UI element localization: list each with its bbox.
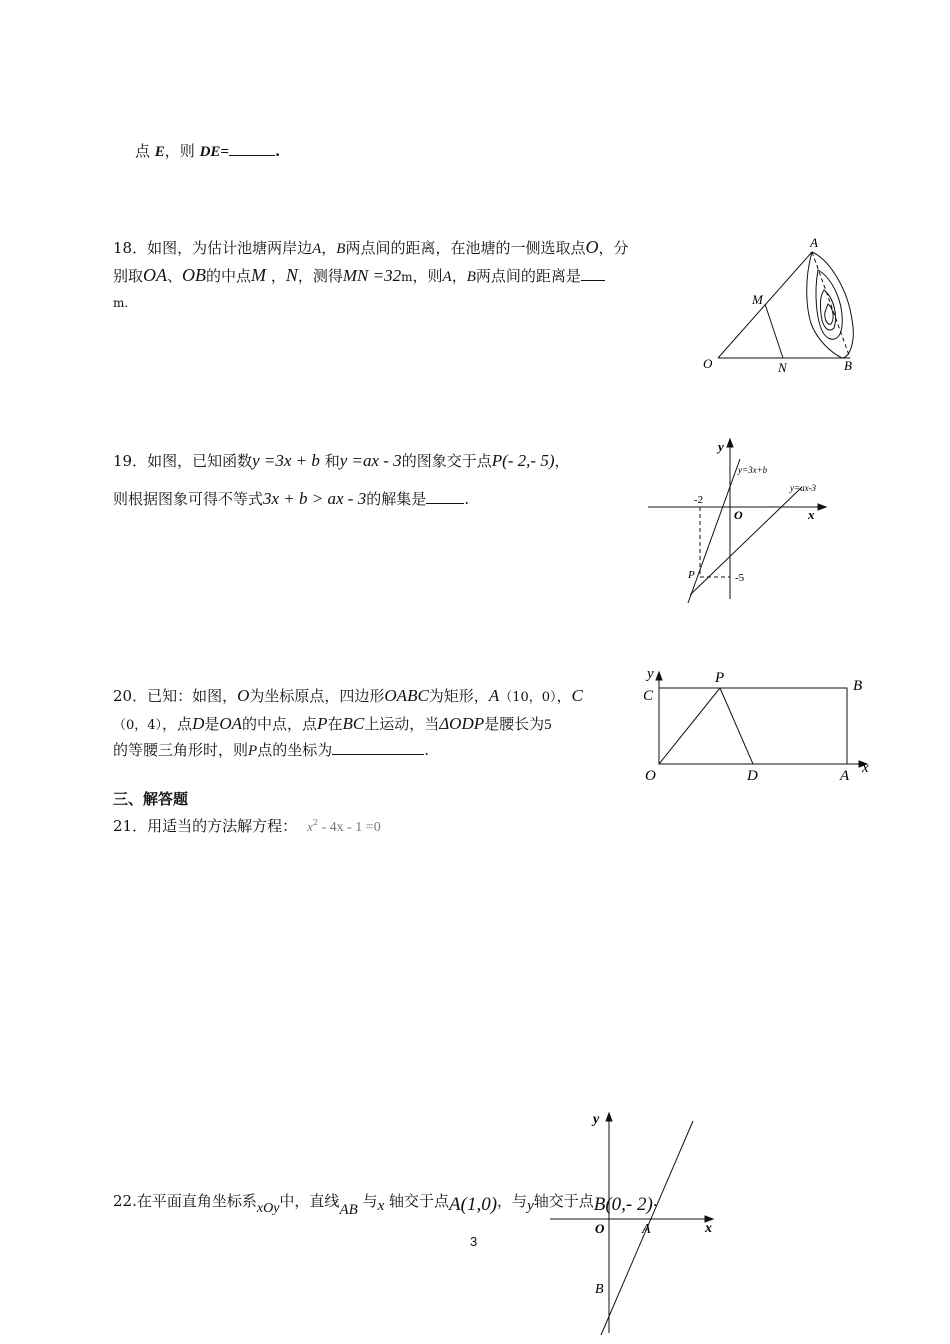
q17-answer-blank bbox=[229, 155, 275, 156]
section-heading: 三、解答题 bbox=[113, 790, 189, 808]
q22-text: . bbox=[652, 1192, 658, 1210]
q19-function-2: y =ax - 3 bbox=[339, 451, 402, 470]
q20-var: OA bbox=[219, 714, 243, 733]
q18-text: ，测得 bbox=[297, 267, 343, 285]
q18-var: O bbox=[585, 237, 599, 257]
q20-number: 20． bbox=[113, 687, 148, 705]
q22-text: 在平面直角坐标系 bbox=[136, 1192, 257, 1210]
q19-inequality: 3x + b > ax - 3 bbox=[263, 489, 367, 508]
line-y-3x-plus-b bbox=[688, 459, 740, 603]
label-y: y bbox=[593, 1112, 600, 1127]
label-O: O bbox=[595, 1221, 605, 1236]
q19-text: 和 bbox=[324, 452, 340, 470]
q20-text: 点的坐标为 bbox=[257, 741, 333, 759]
label-B: B bbox=[853, 678, 863, 694]
y-axis-arrow bbox=[656, 672, 662, 680]
q22-var: x bbox=[377, 1198, 385, 1214]
q17-expr: DE= bbox=[199, 144, 229, 160]
q22-point-B: B(0,- 2) bbox=[593, 1194, 653, 1215]
q20-var: OABC bbox=[384, 686, 429, 705]
q20-rectangle-figure bbox=[635, 662, 875, 792]
q19-point-P: P(- 2,- 5) bbox=[491, 451, 555, 470]
label-P: P bbox=[688, 569, 695, 581]
q20-text: 已知：如图， bbox=[147, 687, 238, 705]
segment-MN bbox=[765, 304, 783, 358]
q19-line-2 bbox=[113, 488, 469, 510]
q18-text: ， bbox=[451, 267, 467, 285]
q20-text: 的中点，点 bbox=[242, 715, 318, 733]
q20-var: ΔODP bbox=[439, 714, 485, 733]
q18-text: ，分 bbox=[598, 239, 629, 257]
rectangle-OABC bbox=[659, 688, 847, 764]
q18-var: B bbox=[336, 241, 346, 257]
q18-pond-figure bbox=[690, 230, 870, 380]
q22-text: 中，直线 bbox=[279, 1192, 340, 1210]
segment-PD bbox=[720, 688, 753, 764]
q20-var: BC bbox=[342, 714, 365, 733]
label-A: A bbox=[840, 768, 850, 784]
q19-text: 如图，已知函数 bbox=[147, 452, 253, 470]
label-N: N bbox=[778, 360, 787, 375]
q18-text: ， bbox=[321, 239, 337, 257]
q18-var: OB bbox=[182, 265, 207, 285]
q19-text: . bbox=[464, 490, 470, 508]
label-neg5: -5 bbox=[735, 572, 745, 584]
question-22 bbox=[113, 1190, 658, 1218]
q20-answer-blank bbox=[332, 754, 424, 755]
label-O: O bbox=[645, 768, 656, 784]
q18-text: 两点间的距离，在池塘的一侧选取点 bbox=[345, 239, 586, 257]
q18-text: m. bbox=[113, 296, 129, 310]
q19-graph-figure bbox=[640, 435, 840, 605]
label-B: B bbox=[844, 358, 852, 373]
q19-text: 的解集是 bbox=[366, 490, 427, 508]
question-21 bbox=[113, 812, 381, 839]
q17-tail bbox=[135, 140, 280, 163]
q19-line-1 bbox=[113, 450, 570, 472]
q21-text: 用适当的方法解方程： bbox=[147, 817, 298, 835]
q20-line-2 bbox=[113, 713, 552, 737]
q19-function-1: y =3x + b bbox=[252, 451, 320, 470]
q20-var: D bbox=[192, 714, 205, 733]
q18-text: 两点间的距离是 bbox=[475, 267, 581, 285]
q20-number-5: 5 bbox=[544, 717, 552, 733]
q18-var: OA bbox=[143, 265, 168, 285]
q22-point-A: A(1,0) bbox=[449, 1194, 498, 1215]
q18-line-3 bbox=[113, 292, 128, 314]
q20-text: 在 bbox=[327, 715, 343, 733]
q18-var: MN =32 bbox=[342, 266, 402, 285]
q18-number: 18． bbox=[113, 239, 148, 257]
pond-outline bbox=[807, 252, 854, 358]
y-axis-arrow bbox=[606, 1113, 612, 1121]
q20-text: 的等腰三角形时，则 bbox=[113, 741, 249, 759]
q18-var: M bbox=[251, 265, 267, 285]
q20-text: 是 bbox=[204, 715, 220, 733]
q18-text: 、 bbox=[167, 267, 183, 285]
label-B: B bbox=[595, 1282, 604, 1297]
q19-answer-blank bbox=[426, 503, 464, 504]
q19-text: 的图象交于点 bbox=[401, 452, 492, 470]
q21-equation: - 4x - 1 =0 bbox=[317, 820, 381, 835]
q18-var: N bbox=[285, 265, 298, 285]
q20-text: 是腰长为 bbox=[484, 715, 545, 733]
label-f1: y=3x+b bbox=[738, 465, 768, 475]
q18-text: ， bbox=[270, 267, 286, 285]
q22-text: ，与 bbox=[497, 1192, 528, 1210]
segment-OP bbox=[659, 688, 720, 764]
label-D: D bbox=[747, 768, 758, 784]
q20-text: 为坐标原点，四边形 bbox=[249, 687, 385, 705]
q20-var: O bbox=[237, 686, 250, 705]
q20-text: 上运动，当 bbox=[364, 715, 440, 733]
q22-number: 22. bbox=[113, 1192, 137, 1210]
q17-prefix: 点 bbox=[135, 142, 155, 160]
label-x: x bbox=[808, 507, 815, 522]
q20-var: A bbox=[488, 686, 500, 705]
x-axis-arrow bbox=[818, 504, 826, 510]
label-origin: O bbox=[734, 508, 743, 522]
label-A: A bbox=[810, 235, 818, 250]
label-f2: y=ax-3 bbox=[790, 483, 817, 493]
q20-var: P bbox=[248, 743, 258, 759]
q19-number: 19． bbox=[113, 452, 148, 470]
q22-text: 与 bbox=[362, 1192, 378, 1210]
q20-line-3 bbox=[113, 739, 429, 762]
q18-text: 如图，为估计池塘两岸边 bbox=[147, 239, 313, 257]
q21-equation: x bbox=[307, 819, 313, 834]
label-A: A bbox=[642, 1222, 651, 1237]
q22-graph-figure bbox=[545, 1105, 785, 1340]
q20-line-1 bbox=[113, 685, 583, 709]
q17-middle: ，则 bbox=[164, 142, 200, 160]
q20-text: 为矩形， bbox=[428, 687, 489, 705]
q18-line-1 bbox=[113, 236, 629, 260]
q20-coord: （10，0） bbox=[499, 690, 557, 705]
q18-var: A bbox=[312, 241, 322, 257]
q18-text: 别取 bbox=[113, 267, 144, 285]
label-neg2: -2 bbox=[694, 494, 704, 506]
q22-var: y bbox=[527, 1198, 534, 1214]
q22-text: 轴交于点 bbox=[389, 1192, 450, 1210]
q17-point: E bbox=[154, 144, 165, 160]
label-x: x bbox=[862, 760, 869, 776]
q21-number: 21． bbox=[113, 817, 148, 835]
q20-text: ，点 bbox=[162, 715, 193, 733]
q20-coord: （0，4） bbox=[113, 718, 163, 733]
q20-var: P bbox=[317, 714, 328, 733]
q18-answer-blank bbox=[581, 280, 605, 281]
q21-exponent: 2 bbox=[312, 818, 318, 827]
y-axis-arrow bbox=[727, 439, 733, 447]
line-y-ax-minus-3 bbox=[690, 487, 802, 595]
label-y: y bbox=[718, 439, 724, 454]
q17-end: . bbox=[274, 142, 281, 160]
q20-text: . bbox=[424, 741, 429, 759]
label-y: y bbox=[647, 666, 654, 682]
q18-text: ，则 bbox=[412, 267, 443, 285]
q18-text: 的中点 bbox=[206, 267, 252, 285]
q18-unit: m bbox=[401, 270, 413, 284]
q19-text: 则根据图象可得不等式 bbox=[113, 490, 264, 508]
label-C: C bbox=[643, 688, 654, 704]
q18-line-2 bbox=[113, 264, 605, 288]
q19-text: ， bbox=[554, 452, 570, 470]
q20-text: ， bbox=[556, 687, 572, 705]
q18-var: A bbox=[442, 269, 452, 285]
label-P: P bbox=[715, 670, 725, 686]
page-number: 3 bbox=[470, 1234, 478, 1249]
q18-var: B bbox=[466, 269, 476, 285]
label-M: M bbox=[752, 292, 763, 307]
label-x: x bbox=[705, 1221, 712, 1236]
q22-text: 轴交于点 bbox=[533, 1192, 594, 1210]
label-O: O bbox=[703, 356, 713, 371]
q20-var: C bbox=[571, 686, 583, 705]
q22-var: AB bbox=[339, 1202, 358, 1218]
q22-var: xOy bbox=[256, 1201, 280, 1216]
